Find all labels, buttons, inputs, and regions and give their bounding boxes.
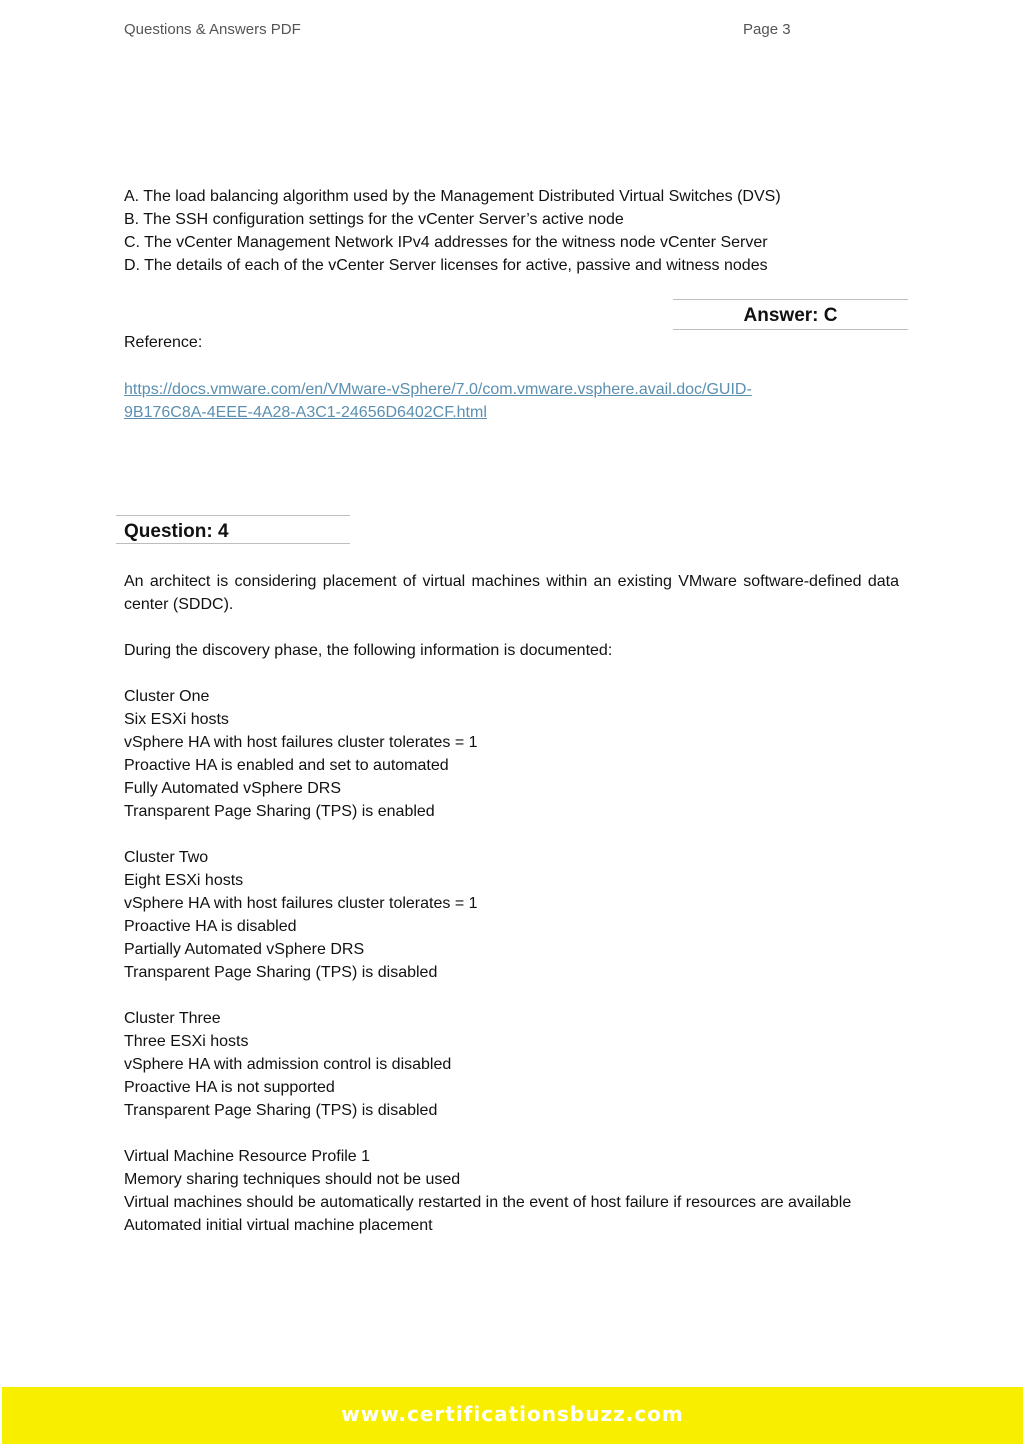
vm-profile-memory: Memory sharing techniques should not be used: [124, 1171, 461, 1188]
cluster-one-item: Transparent Page Sharing (TPS) is enabled: [124, 803, 435, 820]
reference-link[interactable]: [124, 378, 752, 424]
option-a: A. The load balancing algorithm used by the Management Distributed Virtual Switches (DVS): [124, 188, 781, 205]
option-c: C. The vCenter Management Network IPv4 addresses for the witness node vCenter Server: [124, 234, 768, 251]
page-number: Page 3: [743, 21, 791, 38]
cluster-one-block: [124, 685, 899, 823]
answer-label: Answer: C: [673, 299, 908, 330]
cluster-two-item: vSphere HA with host failures cluster tolerates = 1: [124, 895, 478, 912]
option-b: B. The SSH configuration settings for the vCenter Server’s active node: [124, 211, 624, 228]
reference-link-line-1[interactable]: https://docs.vmware.com/en/VMware-vSphere/7.0/com.vmware.vsphere.avail.doc/GUID-: [124, 381, 752, 398]
answer-options: [124, 185, 781, 277]
cluster-three-title: Cluster Three: [124, 1010, 221, 1027]
cluster-three-item: Three ESXi hosts: [124, 1033, 249, 1050]
header-title: Questions & Answers PDF: [124, 21, 301, 38]
cluster-one-title: Cluster One: [124, 688, 210, 705]
option-d: D. The details of each of the vCenter Server licenses for active, passive and witness nodes: [124, 257, 768, 274]
cluster-three-block: [124, 1007, 899, 1122]
cluster-two-item: Eight ESXi hosts: [124, 872, 244, 889]
cluster-three-item: vSphere HA with admission control is disabled: [124, 1056, 452, 1073]
footer-url[interactable]: www.certificationsbuzz.com: [341, 1402, 684, 1426]
vm-profile-placement: Automated initial virtual machine placement: [124, 1217, 433, 1234]
vm-profile-restart: Virtual machines should be automatically restarted in the event of host failure if resources are available: [124, 1194, 852, 1211]
vm-profile-title: Virtual Machine Resource Profile 1: [124, 1148, 371, 1165]
cluster-two-item: Partially Automated vSphere DRS: [124, 941, 365, 958]
cluster-two-title: Cluster Two: [124, 849, 209, 866]
cluster-one-item: vSphere HA with host failures cluster tolerates = 1: [124, 734, 478, 751]
cluster-three-item: Proactive HA is not supported: [124, 1079, 335, 1096]
cluster-two-block: [124, 846, 899, 984]
cluster-two-item: Transparent Page Sharing (TPS) is disabled: [124, 964, 438, 981]
cluster-one-item: Proactive HA is enabled and set to automated: [124, 757, 449, 774]
cluster-one-item: Six ESXi hosts: [124, 711, 229, 728]
vm-profile-block: [124, 1145, 899, 1237]
reference-link-line-2[interactable]: 9B176C8A-4EEE-4A28-A3C1-24656D6402CF.html: [124, 404, 487, 421]
question-intro: An architect is considering placement of virtual machines within an existing VMware software-defined data center (SDDC).: [124, 573, 899, 613]
question-body: [124, 570, 899, 1237]
cluster-one-item: Fully Automated vSphere DRS: [124, 780, 341, 797]
discovery-text: During the discovery phase, the following information is documented:: [124, 642, 613, 659]
cluster-three-item: Transparent Page Sharing (TPS) is disabled: [124, 1102, 438, 1119]
question-heading: Question: 4: [116, 515, 350, 544]
footer-banner: [2, 1387, 1023, 1444]
reference-label: Reference:: [124, 334, 203, 351]
cluster-two-item: Proactive HA is disabled: [124, 918, 297, 935]
